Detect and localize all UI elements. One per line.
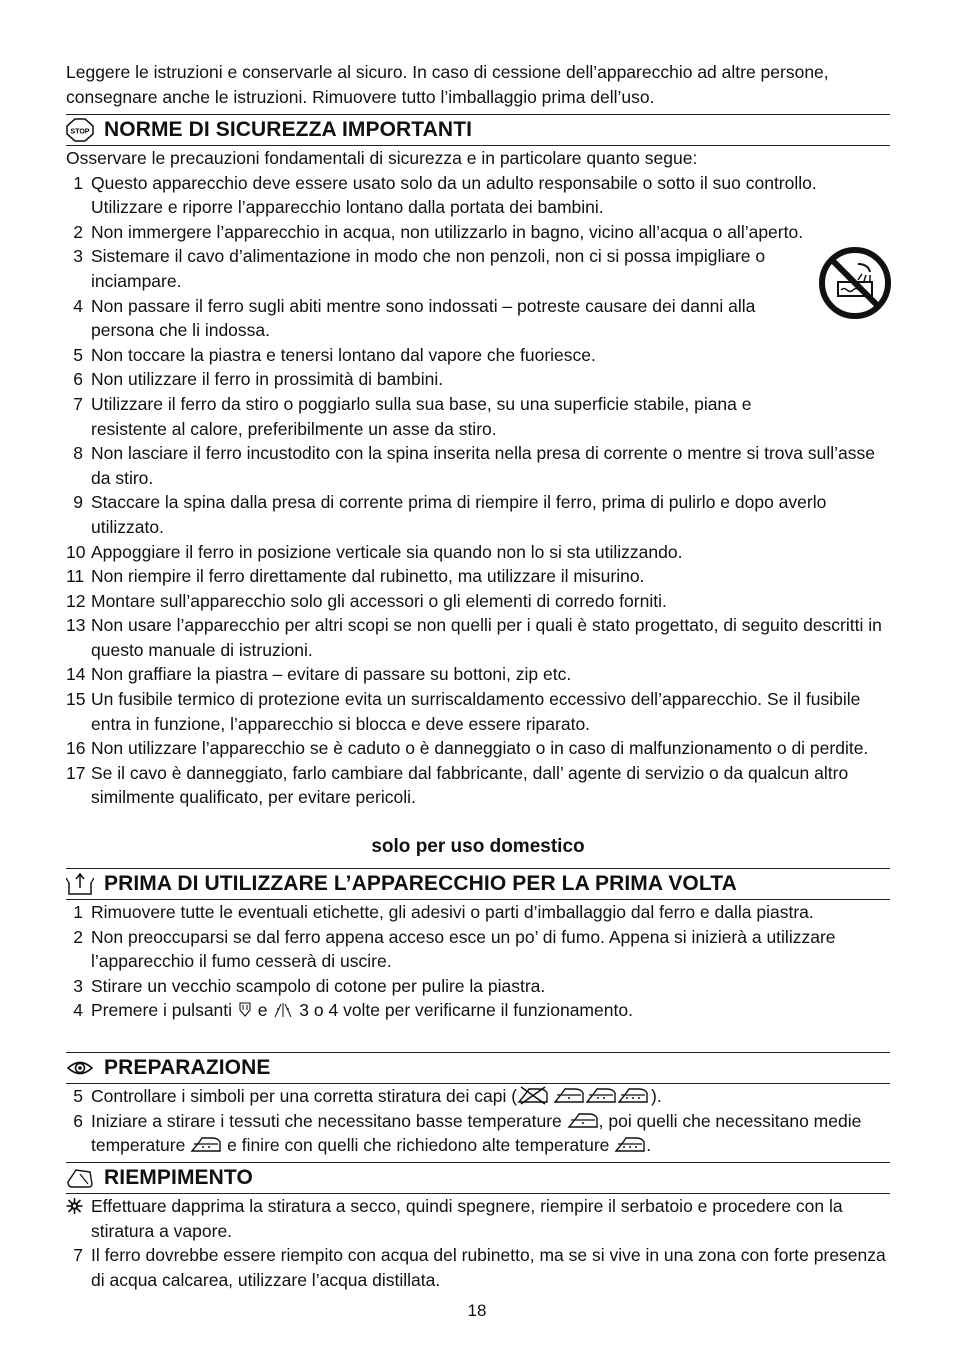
list-item: 5 Controllare i simboli per una corretta stiratura dei capi ( ). <box>73 1086 662 1106</box>
filling-title: RIEMPIMENTO <box>104 1166 253 1189</box>
list-item: 6 Non utilizzare il ferro in prossimità di bambini. <box>73 369 444 390</box>
iron-high-temp-icon <box>614 1134 646 1154</box>
safety-lead: Osservare le precauzioni fondamentali di sicurezza e in particolare quanto segue: <box>66 148 698 168</box>
list-item: 9 Staccare la spina dalla presa di corrente prima di riempire il ferro, prima di pulirlo e dopo averlo utilizzato. <box>73 492 827 537</box>
preparation-header <box>66 1052 890 1084</box>
safety-header <box>66 114 890 146</box>
page-number: 18 <box>467 1301 487 1320</box>
list-item: 6 Iniziare a stirare i tessuti che necessitano basse temperature , poi quelli che necessitano medie temperature e finire con quelli che richiedono alte temperature . <box>73 1110 862 1156</box>
list-item: 1 Rimuovere tutte le eventuali etichette, gli adesivi o parti d’imballaggio dal ferro e dalla piastra. <box>73 902 814 922</box>
sun-icon <box>66 1198 83 1214</box>
list-item: 15 Un fusibile termico di protezione evita un surriscaldamento eccessivo dell’apparecchio. Se il fusibile entra in funzione, l’apparecchio si blocca e deve essere riparato. <box>66 689 861 734</box>
no-bath-warning-icon <box>818 246 892 320</box>
water-drop-icon <box>66 1166 94 1190</box>
safety-list <box>66 171 892 810</box>
list-item: 17 Se il cavo è danneggiato, farlo cambiare dal fabbricante, dall’ agente di servizio o da qualcun altro similmente qualificato, per evitare pericoli. <box>66 762 849 808</box>
iron-low-temp-icon <box>567 1110 599 1130</box>
list-item: 2 Non immergere l’apparecchio in acqua, non utilizzarlo in bagno, vicino all’acqua o all’aperto. <box>73 221 804 242</box>
first-use-body <box>66 900 892 1023</box>
list-item: 13 Non usare l’apparecchio per altri scopi se non quelli per i quali è stato progettato, di seguito descritti in questo manuale di istruzioni. <box>66 615 882 660</box>
ironing-symbols-icon <box>517 1085 651 1105</box>
list-item: 7 Utilizzare il ferro da stiro o poggiarlo sulla sua base, su una superficie stabile, piana e resistente al calore, preferibilmente un asse da stiro. <box>73 393 752 439</box>
list-item: 4 Non passare il ferro sugli abiti mentre sono indossati – potreste causare dei danni alla persona che li indossa. <box>73 295 756 341</box>
domestic-use-note: solo per uso domestico <box>371 836 585 857</box>
list-item: 4 Premere i pulsanti e 3 o 4 volte per verificarne il funzionamento. <box>73 1000 633 1021</box>
list-item: 1 Questo apparecchio deve essere usato solo da un adulto responsabile o sotto il suo controllo. Utilizzare e riporre l’apparecchio lontano dalla portata dei bambini. <box>73 172 817 218</box>
list-item: 3 Stirare un vecchio scampolo di cotone per pulire la piastra. <box>73 975 546 996</box>
list-item: 5 Non toccare la piastra e tenersi lontano dal vapore che fuoriesce. <box>73 344 596 365</box>
eye-icon <box>66 1056 94 1080</box>
list-item: 12 Montare sull’apparecchio solo gli accessori o gli elementi di corredo forniti. <box>66 590 667 611</box>
list-item: 10 Appoggiare il ferro in posizione verticale sia quando non lo si sta utilizzando. <box>66 541 683 562</box>
spray-button-icon <box>272 1001 294 1019</box>
list-item: 16 Non utilizzare l’apparecchio se è caduto o è danneggiato o in caso di malfunzionamento o di perdite. <box>66 738 869 759</box>
safety-title: NORME DI SICUREZZA IMPORTANTI <box>104 118 473 141</box>
list-item: 8 Non lasciare il ferro incustodito con la spina inserita nella presa di corrente o mentre si trova sull’asse da stiro. <box>73 443 875 488</box>
preparation-body <box>66 1084 892 1158</box>
list-item: 3 Sistemare il cavo d’alimentazione in modo che non penzoli, non ci si possa impigliare o inciampare. <box>73 246 766 291</box>
stop-icon-text: STOP <box>70 128 90 136</box>
list-item: 14 Non graffiare la piastra – evitare di passare su bottoni, zip etc. <box>66 664 572 685</box>
preparation-title: PREPARAZIONE <box>104 1056 271 1079</box>
filling-body <box>66 1194 892 1292</box>
first-use-header <box>66 868 890 900</box>
list-item: 2 Non preoccuparsi se dal ferro appena acceso esce un po’ di fumo. Appena si inizierà a utilizzare l’apparecchio il fumo cesserà di uscire. <box>73 926 836 972</box>
first-use-title: PRIMA DI UTILIZZARE L’APPARECCHIO PER LA PRIMA VOLTA <box>104 872 737 895</box>
intro-text: Leggere le istruzioni e conservarle al sicuro. In caso di cessione dell’apparecchio ad altre persone, consegnare anche le istruzioni. Rimuovere tutto l’imballaggio prima dell’uso. <box>66 62 829 107</box>
iron-medium-temp-icon <box>190 1134 222 1154</box>
steam-burst-button-icon <box>237 1001 253 1019</box>
unpack-box-icon <box>66 872 94 896</box>
stop-icon <box>66 118 94 142</box>
list-item: Effettuare dapprima la stiratura a secco, quindi spegnere, riempire il serbatoio e procedere con la stiratura a vapore. <box>66 1194 892 1243</box>
list-item: 11 Non riempire il ferro direttamente dal rubinetto, ma utilizzare il misurino. <box>66 566 645 587</box>
safety-body <box>66 146 892 810</box>
list-item: 7 Il ferro dovrebbe essere riempito con acqua del rubinetto, ma se si vive in una zona con forte presenza di acqua calcarea, utilizzare l’acqua distillata. <box>73 1245 886 1290</box>
filling-header <box>66 1162 890 1194</box>
